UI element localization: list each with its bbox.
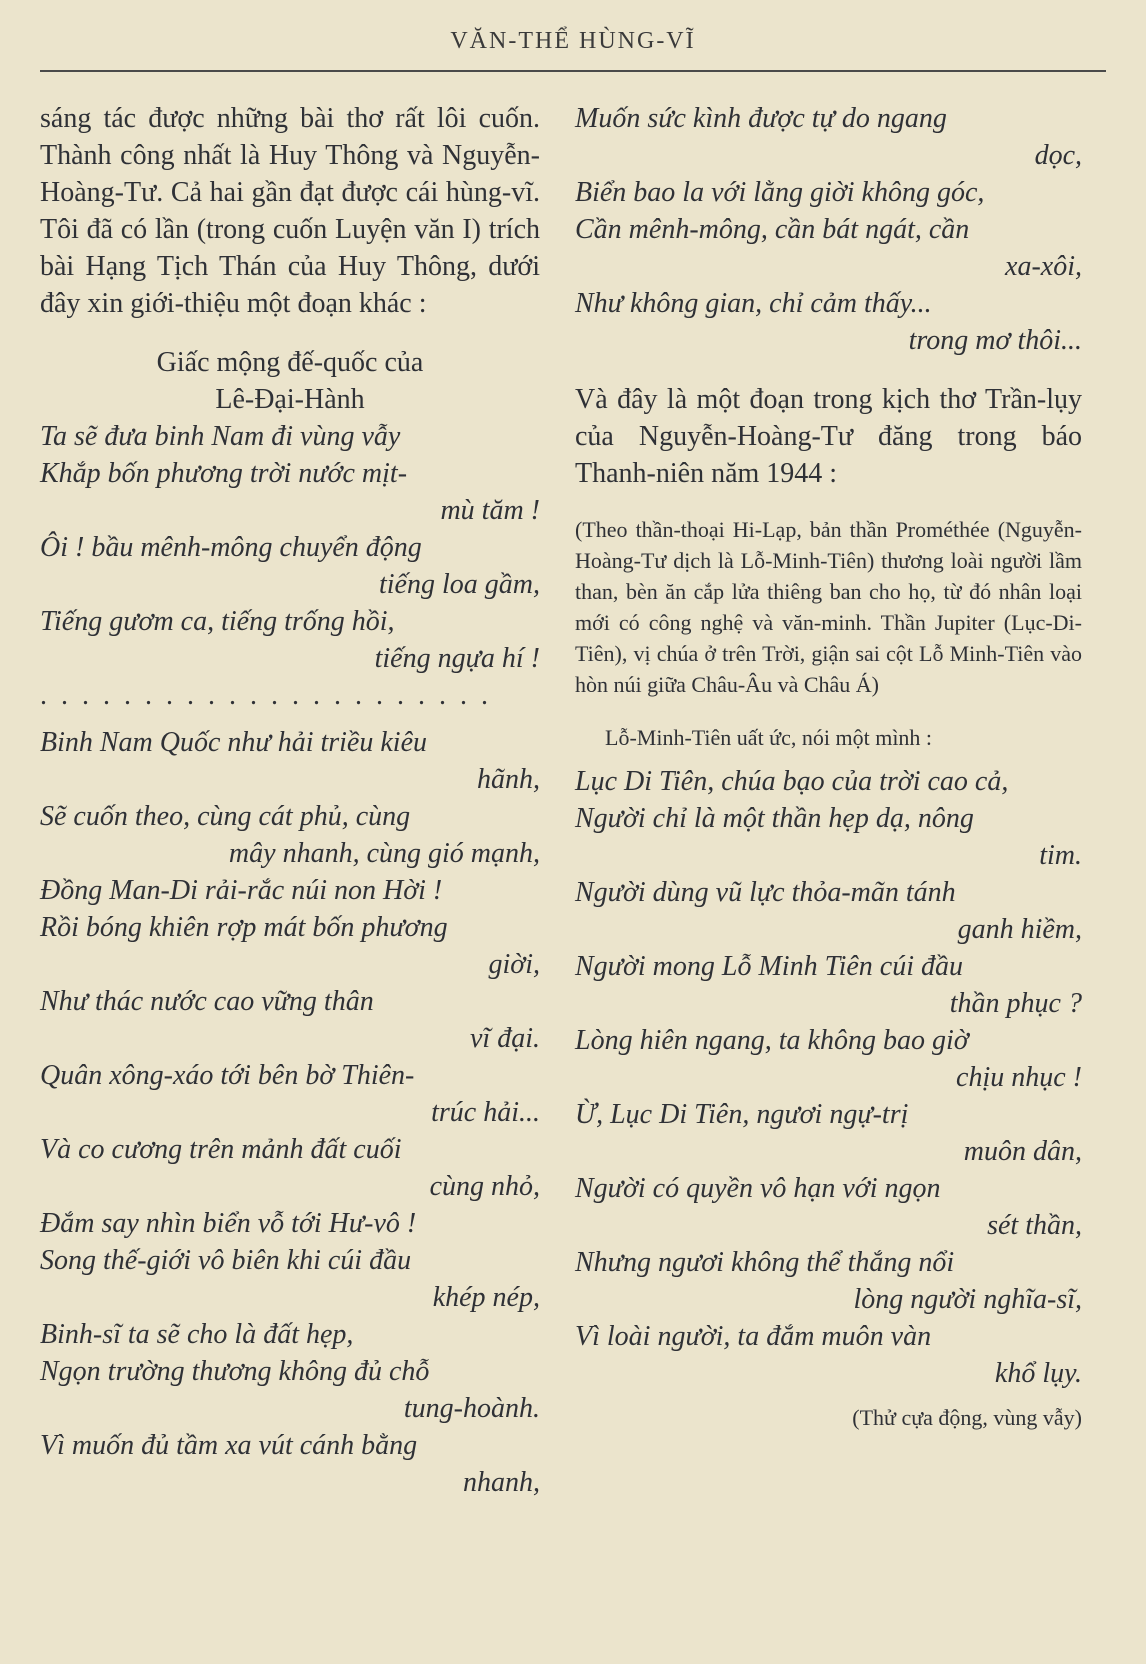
- poem-line: [40, 455, 540, 529]
- poem-line-text: Biển bao la với lằng giời không góc,: [575, 177, 985, 208]
- poem-line-continuation: tiếng ngựa hí !: [374, 643, 540, 674]
- poem-line: [575, 1096, 1082, 1170]
- poem-line-continuation: thần phục ?: [949, 988, 1082, 1019]
- poem-line: [575, 948, 1082, 1022]
- poem-line-text: Quân xông-xáo tới bên bờ Thiên-: [40, 1060, 415, 1091]
- right-poem-stanza-1: [575, 763, 1082, 1392]
- poem-line: [40, 724, 540, 798]
- poem-line-text: Vì muốn đủ tầm xa vút cánh bằng: [40, 1430, 418, 1461]
- poem-line-text: Khắp bốn phương trời nước mịt-: [40, 458, 408, 489]
- poem-line: [40, 1057, 540, 1131]
- myth-note: (Theo thần-thoại Hi-Lạp, bản thần Prométhée (Nguyễn-Hoàng-Tư dịch là Lỗ-Minh-Tiên) thương loài người lầm than, bèn ăn cắp lửa thiêng ban cho họ, từ đó nhân loại mới có công nghệ và văn-minh. Thần Jupiter (Lục-Di-Tiên), vị chúa ở trên Trời, giận sai cột Lỗ Minh-Tiên vào hòn núi giữa Châu-Âu và Châu Á): [575, 517, 1082, 697]
- poem-line-text: Ta sẽ đưa binh Nam đi vùng vẫy: [40, 421, 401, 452]
- poem-line-text: Như thác nước cao vững thân: [40, 986, 374, 1017]
- poem-line: [40, 1131, 540, 1205]
- poem-line: [575, 211, 1082, 285]
- poem-line: [40, 1427, 540, 1501]
- poem-line: [40, 603, 540, 677]
- poem-line-text: Như không gian, chỉ cảm thấy...: [575, 288, 932, 319]
- poem-line-text: Tiếng gươm ca, tiếng trống hồi,: [40, 606, 395, 637]
- speaker-line: Lỗ-Minh-Tiên uất ức, nói một mình :: [605, 725, 933, 750]
- poem-line-text: Người mong Lỗ Minh Tiên cúi đầu: [575, 951, 964, 982]
- poem-line-continuation: vĩ đại.: [470, 1023, 540, 1054]
- left-poem-stanza-2: [40, 724, 540, 1501]
- poem-line-continuation: tim.: [1039, 840, 1082, 871]
- poem-line: [40, 872, 540, 909]
- poem-line-text: Muốn sức kình được tự do ngang: [575, 103, 947, 134]
- poem-line-continuation: lòng người nghĩa-sĩ,: [853, 1284, 1082, 1315]
- poem-line-text: Lục Di Tiên, chúa bạo của trời cao cả,: [575, 766, 1009, 797]
- poem-line-continuation: khép nép,: [432, 1282, 540, 1313]
- poem-line-continuation: mây nhanh, cùng gió mạnh,: [228, 838, 540, 869]
- poem-line-continuation: sét thần,: [987, 1210, 1082, 1241]
- poem-line: [40, 418, 540, 455]
- poem-line: [40, 983, 540, 1057]
- poem-line: [40, 798, 540, 872]
- poem-line-text: Vì loài người, ta đắm muôn vàn: [575, 1321, 932, 1352]
- poem-line-continuation: ganh hiềm,: [957, 914, 1082, 945]
- poem-line-text: Binh-sĩ ta sẽ cho là đất hẹp,: [40, 1319, 354, 1350]
- poem-line-continuation: nhanh,: [463, 1467, 540, 1498]
- poem-line-continuation: chịu nhục !: [956, 1062, 1082, 1093]
- poem-line-continuation: trong mơ thôi...: [908, 325, 1082, 356]
- left-poem-stanza-1: [40, 418, 540, 677]
- poem-line-continuation: cùng nhỏ,: [429, 1171, 540, 1202]
- poem-line-text: Nhưng ngươi không thể thắng nổi: [575, 1247, 955, 1278]
- poem-line: [40, 1316, 540, 1353]
- poem-line-text: Rồi bóng khiên rợp mát bốn phương: [40, 912, 448, 943]
- ellipsis-divider: ......................: [40, 680, 502, 711]
- poem-line: [575, 874, 1082, 948]
- right-poem-stanza-0: [575, 100, 1082, 359]
- poem-line-continuation: muôn dân,: [963, 1136, 1082, 1167]
- poem-title-line-1: Giấc mộng đế-quốc của: [156, 347, 424, 378]
- poem-line: [40, 529, 540, 603]
- source-citation: (Thử cựa động, vùng vẫy): [852, 1405, 1082, 1430]
- poem-line-text: Đồng Man-Di rải-rắc núi non Hời !: [40, 875, 443, 906]
- poem-line-continuation: hãnh,: [477, 764, 540, 795]
- poem-line-continuation: mù tăm !: [440, 495, 540, 526]
- poem-line: [40, 1205, 540, 1242]
- poem-line-text: Song thế-giới vô biên khi cúi đầu: [40, 1245, 412, 1276]
- right-intro-paragraph: Và đây là một đoạn trong kịch thơ Trần-lụy của Nguyễn-Hoàng-Tư đăng trong báo Thanh-niên năm 1944 :: [575, 384, 1082, 489]
- poem-line: [575, 763, 1082, 800]
- poem-line-continuation: tung-hoành.: [403, 1393, 540, 1424]
- poem-line-text: Cần mênh-mông, cần bát ngát, cần: [575, 214, 970, 245]
- running-header: VĂN-THỂ HÙNG-VĨ: [450, 28, 696, 54]
- poem-line: [575, 1022, 1082, 1096]
- poem-line: [575, 100, 1082, 174]
- poem-line: [575, 1318, 1082, 1392]
- poem-line-continuation: giời,: [488, 949, 540, 980]
- poem-line-continuation: dọc,: [1034, 140, 1082, 171]
- left-column: [40, 100, 540, 1501]
- poem-line: [40, 1353, 540, 1427]
- poem-line-text: Người dùng vũ lực thỏa-mãn tánh: [575, 877, 956, 908]
- poem-line: [575, 800, 1082, 874]
- poem-line: [575, 285, 1082, 359]
- poem-line-text: Người có quyền vô hạn với ngọn: [575, 1173, 941, 1204]
- poem-line-text: Ôi ! bầu mênh-mông chuyển động: [40, 532, 422, 563]
- poem-line: [40, 909, 540, 983]
- poem-title-line-2: Lê-Đại-Hành: [215, 384, 365, 415]
- header-rule: [40, 70, 1106, 72]
- poem-line-continuation: xa-xôi,: [1005, 251, 1082, 282]
- poem-line-text: Binh Nam Quốc như hải triều kiêu: [40, 727, 427, 758]
- poem-line: [575, 1170, 1082, 1244]
- poem-line-text: Lòng hiên ngang, ta không bao giờ: [575, 1025, 969, 1056]
- right-column: [575, 100, 1082, 1433]
- poem-line-continuation: tiếng loa gầm,: [379, 569, 540, 600]
- poem-line: [575, 174, 1082, 211]
- poem-line-text: Người chỉ là một thần hẹp dạ, nông: [575, 803, 974, 834]
- poem-line-continuation: khổ lụy.: [994, 1358, 1082, 1389]
- poem-line-text: Và co cương trên mảnh đất cuối: [40, 1134, 402, 1165]
- poem-line-text: Đắm say nhìn biển vỗ tới Hư-vô !: [40, 1208, 417, 1239]
- poem-line-continuation: trúc hải...: [431, 1097, 540, 1128]
- poem-line: [40, 1242, 540, 1316]
- poem-line: [575, 1244, 1082, 1318]
- left-intro-paragraph: sáng tác được những bài thơ rất lôi cuốn. Thành công nhất là Huy Thông và Nguyễn-Hoàng-Tư. Cả hai gần đạt được cái hùng-vĩ. Tôi đã có lần (trong cuốn Luyện văn I) trích bài Hạng Tịch Thán của Huy Thông, dưới đây xin giới-thiệu một đoạn khác :: [40, 103, 540, 319]
- poem-line-text: Ừ, Lục Di Tiên, ngươi ngự-trị: [575, 1099, 909, 1130]
- poem-line-text: Sẽ cuốn theo, cùng cát phủ, cùng: [40, 801, 411, 832]
- poem-line-text: Ngọn trường thương không đủ chỗ: [40, 1356, 430, 1387]
